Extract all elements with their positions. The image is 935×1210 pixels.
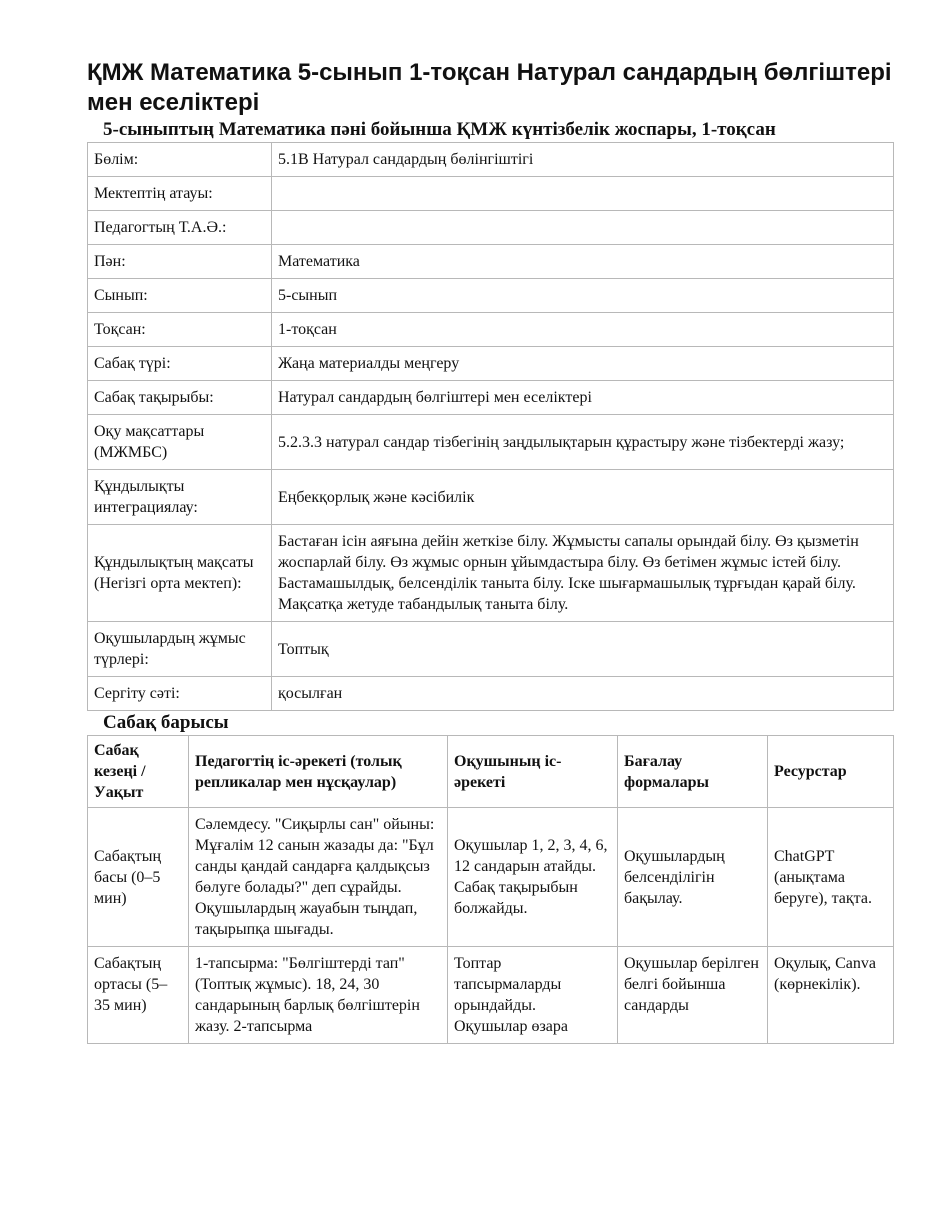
info-label: Сабақ тақырыбы: — [88, 381, 272, 415]
lesson-row-middle — [88, 947, 894, 1044]
info-label: Құндылықты интеграциялау: — [88, 470, 272, 525]
info-label: Бөлім: — [88, 143, 272, 177]
table-cell: Сәлемдесу. "Сиқырлы сан" ойыны: Мұғалім 12 санын жазады да: "Бұл санды қандай сандарға қалдықсыз бөлуге болады?" деп сұрайды. Оқушылардың жауабын тыңдап, тақырыпқа шығады. — [189, 808, 448, 947]
column-header: Ресурстар — [768, 736, 894, 808]
column-header: Оқушының іс-әрекеті — [448, 736, 618, 808]
info-row-subject — [88, 245, 894, 279]
info-label: Құндылықтың мақсаты (Негізгі орта мектеп): — [88, 525, 272, 622]
info-label: Тоқсан: — [88, 313, 272, 347]
info-row-learning-objectives — [88, 415, 894, 470]
info-row-work-types — [88, 622, 894, 677]
info-value — [272, 177, 894, 211]
info-label: Пән: — [88, 245, 272, 279]
table-cell: Оқулық, Canva (көрнекілік). — [768, 947, 894, 1044]
lesson-row-beginning — [88, 808, 894, 947]
column-header: Сабақ кезеңі / Уақыт — [88, 736, 189, 808]
info-label: Мектептің атауы: — [88, 177, 272, 211]
info-value: Топтық — [272, 622, 894, 677]
table-cell: Оқушылар берілген белгі бойынша сандарды — [618, 947, 768, 1044]
lesson-header-row — [88, 736, 894, 808]
info-value: Еңбекқорлық және кәсібилік — [272, 470, 894, 525]
column-header: Педагогтің іс-әрекеті (толық репликалар мен нұсқаулар) — [189, 736, 448, 808]
info-value — [272, 211, 894, 245]
info-value: 1-тоқсан — [272, 313, 894, 347]
info-row-teacher — [88, 211, 894, 245]
info-value: Жаңа материалды меңгеру — [272, 347, 894, 381]
info-row-lesson-type — [88, 347, 894, 381]
info-value: қосылған — [272, 677, 894, 711]
info-label: Сергіту сәті: — [88, 677, 272, 711]
table-cell: Сабақтың басы (0–5 мин) — [88, 808, 189, 947]
info-row-section — [88, 143, 894, 177]
table-cell: 1-тапсырма: "Бөлгіштерді тап" (Топтық жұмыс). 18, 24, 30 сандарының барлық бөлгіштерін жазу. 2-тапсырма — [189, 947, 448, 1044]
lesson-info-table — [87, 142, 894, 711]
column-header: Бағалау формалары — [618, 736, 768, 808]
info-row-warmup — [88, 677, 894, 711]
info-row-quarter — [88, 313, 894, 347]
table-cell: Оқушылардың белсенділігін бақылау. — [618, 808, 768, 947]
table-cell: Сабақтың ортасы (5–35 мин) — [88, 947, 189, 1044]
info-value: Натурал сандардың бөлгіштері мен еселіктері — [272, 381, 894, 415]
info-value: Бастаған ісін аяғына дейін жеткізе білу. Жұмысты сапалы орындай білу. Өз қызметін жоспарлай білу. Өз жұмыс орнын ұйымдастыра білу. Өз бетімен жұмыс істей білу. Бастамашылдық, белсенділік таныта білу. Іске шығармашылық тұрғыдан қарай білу. Мақсатқа жетуде табандылық таныта білу. — [272, 525, 894, 622]
table-cell: ChatGPT (анықтама беруге), тақта. — [768, 808, 894, 947]
info-row-value-goal — [88, 525, 894, 622]
lesson-table-caption: Сабақ барысы — [103, 712, 229, 733]
info-label: Педагогтың Т.А.Ә.: — [88, 211, 272, 245]
info-row-value-integration — [88, 470, 894, 525]
info-row-school — [88, 177, 894, 211]
table-cell: Топтар тапсырмаларды орындайды. Оқушылар өзара — [448, 947, 618, 1044]
info-label: Оқушылардың жұмыс түрлері: — [88, 622, 272, 677]
info-value: 5-сынып — [272, 279, 894, 313]
info-table-caption: 5-сыныптың Математика пәні бойынша ҚМЖ күнтізбелік жоспары, 1-тоқсан — [103, 119, 776, 140]
table-cell: Оқушылар 1, 2, 3, 4, 6, 12 сандарын атайды. Сабақ тақырыбын болжайды. — [448, 808, 618, 947]
info-label: Сынып: — [88, 279, 272, 313]
info-label: Сабақ түрі: — [88, 347, 272, 381]
info-value: 5.2.3.3 натурал сандар тізбегінің заңдылықтарын құрастыру және тізбектерді жазу; — [272, 415, 894, 470]
info-row-lesson-topic — [88, 381, 894, 415]
info-value: Математика — [272, 245, 894, 279]
document-page — [87, 58, 893, 1044]
info-row-grade — [88, 279, 894, 313]
document-title: ҚМЖ Математика 5-сынып 1-тоқсан Натурал сандардың бөлгіштері мен еселіктері — [87, 59, 892, 116]
info-label: Оқу мақсаттары (МЖМБС) — [88, 415, 272, 470]
info-value: 5.1B Натурал сандардың бөлінгіштігі — [272, 143, 894, 177]
lesson-progress-table — [87, 735, 894, 1044]
